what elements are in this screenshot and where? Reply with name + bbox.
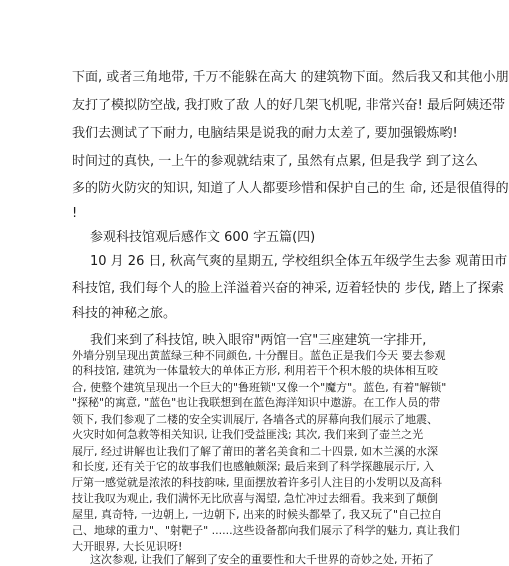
text-line: 火灾时如何急救等相关知识, 让我们受益匪浅; 其次, 我们来到了壶兰之光 xyxy=(72,428,424,441)
text-line: 10 月 26 日, 秋高气爽的星期五, 学校组织全体五年级学生去参 观莆田市 xyxy=(90,254,508,269)
text-line: 时间过的真快, 一上午的参观就结束了, 虽然有点累, 但是我学 到了这么 xyxy=(72,154,478,169)
text-line: 领下, 我们参观了二楼的安全实训展厅, 各墙各式的屏幕向我们展示了地震、 xyxy=(72,413,438,426)
text-line: ! xyxy=(72,206,78,221)
text-line: 科技的神秘之旅。 xyxy=(72,306,177,321)
text-line: 下面, 或者三角地带, 千万不能躲在高大 的建筑物下面。然后我又和其他小朋 xyxy=(72,70,509,85)
text-line: 技让我叹为观止, 我们满怀无比欣喜与渴望, 急忙冲过去细看。我来到了颠倒 xyxy=(72,492,438,505)
text-line: 大开眼界, 大长见识呀! xyxy=(72,540,183,553)
text-line: "探秘"的寓意, "蓝色"也让我联想到在蓝色海洋知识中遨游。在工作人员的带 xyxy=(72,396,441,409)
text-line: 我们来到了科技馆, 映入眼帘"两馆一宫"三座建筑一字排开, xyxy=(90,333,427,348)
text-line: 我们去测试了下耐力, 电脑结果是说我的耐力太差了, 要加强锻炼哟! xyxy=(72,126,458,141)
text-line: 厅第一感觉就是浓浓的科技韵味, 里面摆放着许多引人注目的小发明以及高科 xyxy=(72,476,442,489)
text-line: 展厅, 经过讲解也让我们了解了莆田的著名美食和二十四景, 如木兰溪的水深 xyxy=(72,445,438,458)
text-line: 合, 使整个建筑呈现出一个巨大的"鲁班锁"又像一个"魔方"。蓝色, 有着"解锁" xyxy=(72,381,447,394)
text-line: 己、地球的重力"、"射靶子" ......这些设备都向我们展示了科学的魅力, 真让我们 xyxy=(72,524,460,537)
text-line: 屋里, 真奇特, 一边朝上, 一边朝下, 出来的时候头都晕了, 我又玩了"自己拉自 xyxy=(72,508,443,521)
text-line: 多的防火防灾的知识, 知道了人人都要珍惜和保护自己的生 命, 还是很值得的 xyxy=(72,181,509,196)
text-line: 科技馆, 我们每个人的脸上洋溢着兴奋的神采, 迈着轻快的 步伐, 踏上了探索 xyxy=(72,281,504,296)
text-line: 的科技馆, 建筑为一体量较大的单体正方形, 利用若干个积木般的块体相互咬 xyxy=(72,364,438,377)
text-line: 友打了模拟防空战, 我打败了敌 人的好几架飞机呢, 非常兴奋! 最后阿姨还带 xyxy=(72,98,506,113)
section-heading: 参观科技馆观后感作文 600 字五篇(四) xyxy=(90,230,316,245)
text-line: 外墙分别呈现出黄蓝绿三种不同颜色, 十分醒目。蓝色正是我们今天 要去参观 xyxy=(72,349,446,362)
text-line: 和长度, 还有关于它的故事我们也感触颇深; 最后来到了科学探趣展示厅, 入 xyxy=(72,460,435,473)
text-line: 这次参观, 让我们了解到了安全的重要性和大千世界的奇妙之处, 开拓了 xyxy=(90,553,434,566)
